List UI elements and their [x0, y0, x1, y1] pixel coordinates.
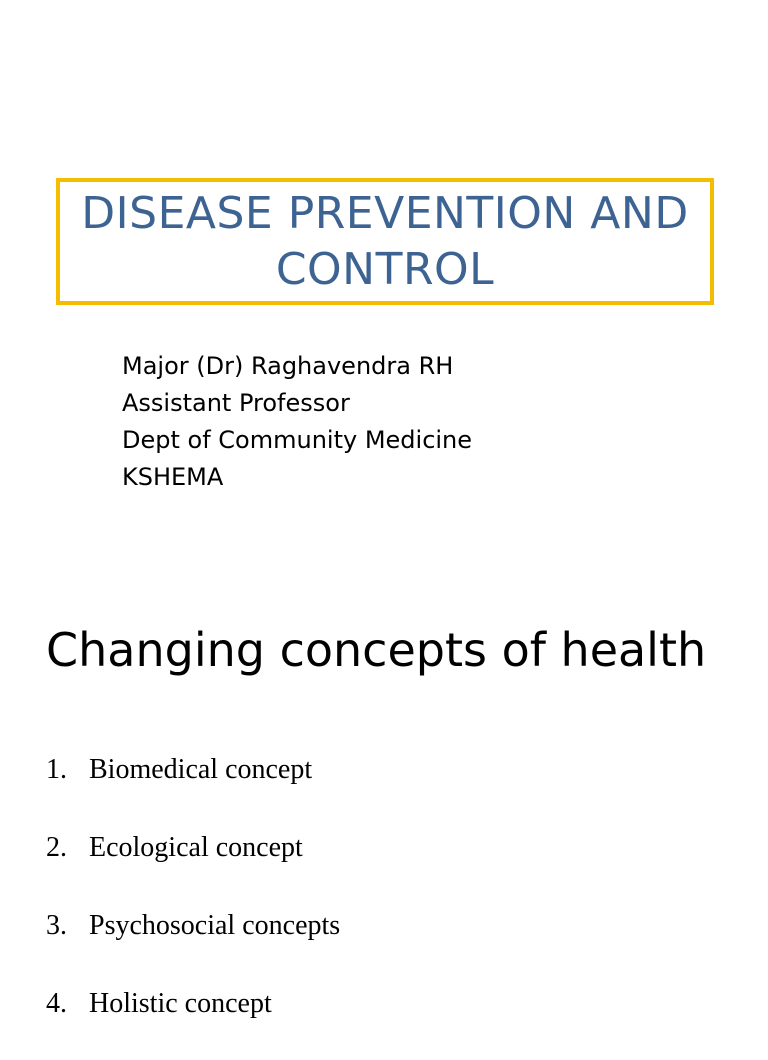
author-department: Dept of Community Medicine: [122, 426, 473, 454]
list-item-label: Ecological concept: [89, 832, 303, 863]
list-item-number: 1.: [46, 754, 67, 785]
author-name: Major (Dr) Raghavendra RH: [122, 352, 454, 380]
list-item: [46, 748, 340, 826]
page-title: DISEASE PREVENTION AND CONTROL: [81, 187, 689, 295]
list-item: [46, 982, 340, 1060]
concept-list: [46, 748, 340, 1060]
author-block: [122, 348, 472, 496]
list-item: [46, 826, 340, 904]
list-item-number: 2.: [46, 832, 67, 863]
list-item: [46, 904, 340, 982]
list-item-label: Holistic concept: [89, 988, 272, 1019]
list-item-label: Psychosocial concepts: [89, 910, 341, 941]
list-item-number: 3.: [46, 910, 67, 941]
slide-concepts: [0, 576, 768, 1024]
slide-heading: Changing concepts of health: [46, 623, 707, 677]
author-designation: Assistant Professor: [122, 389, 350, 417]
author-institution: KSHEMA: [122, 463, 224, 491]
list-item-label: Biomedical concept: [89, 754, 313, 785]
list-item-number: 4.: [46, 988, 67, 1019]
title-box: [56, 178, 714, 305]
